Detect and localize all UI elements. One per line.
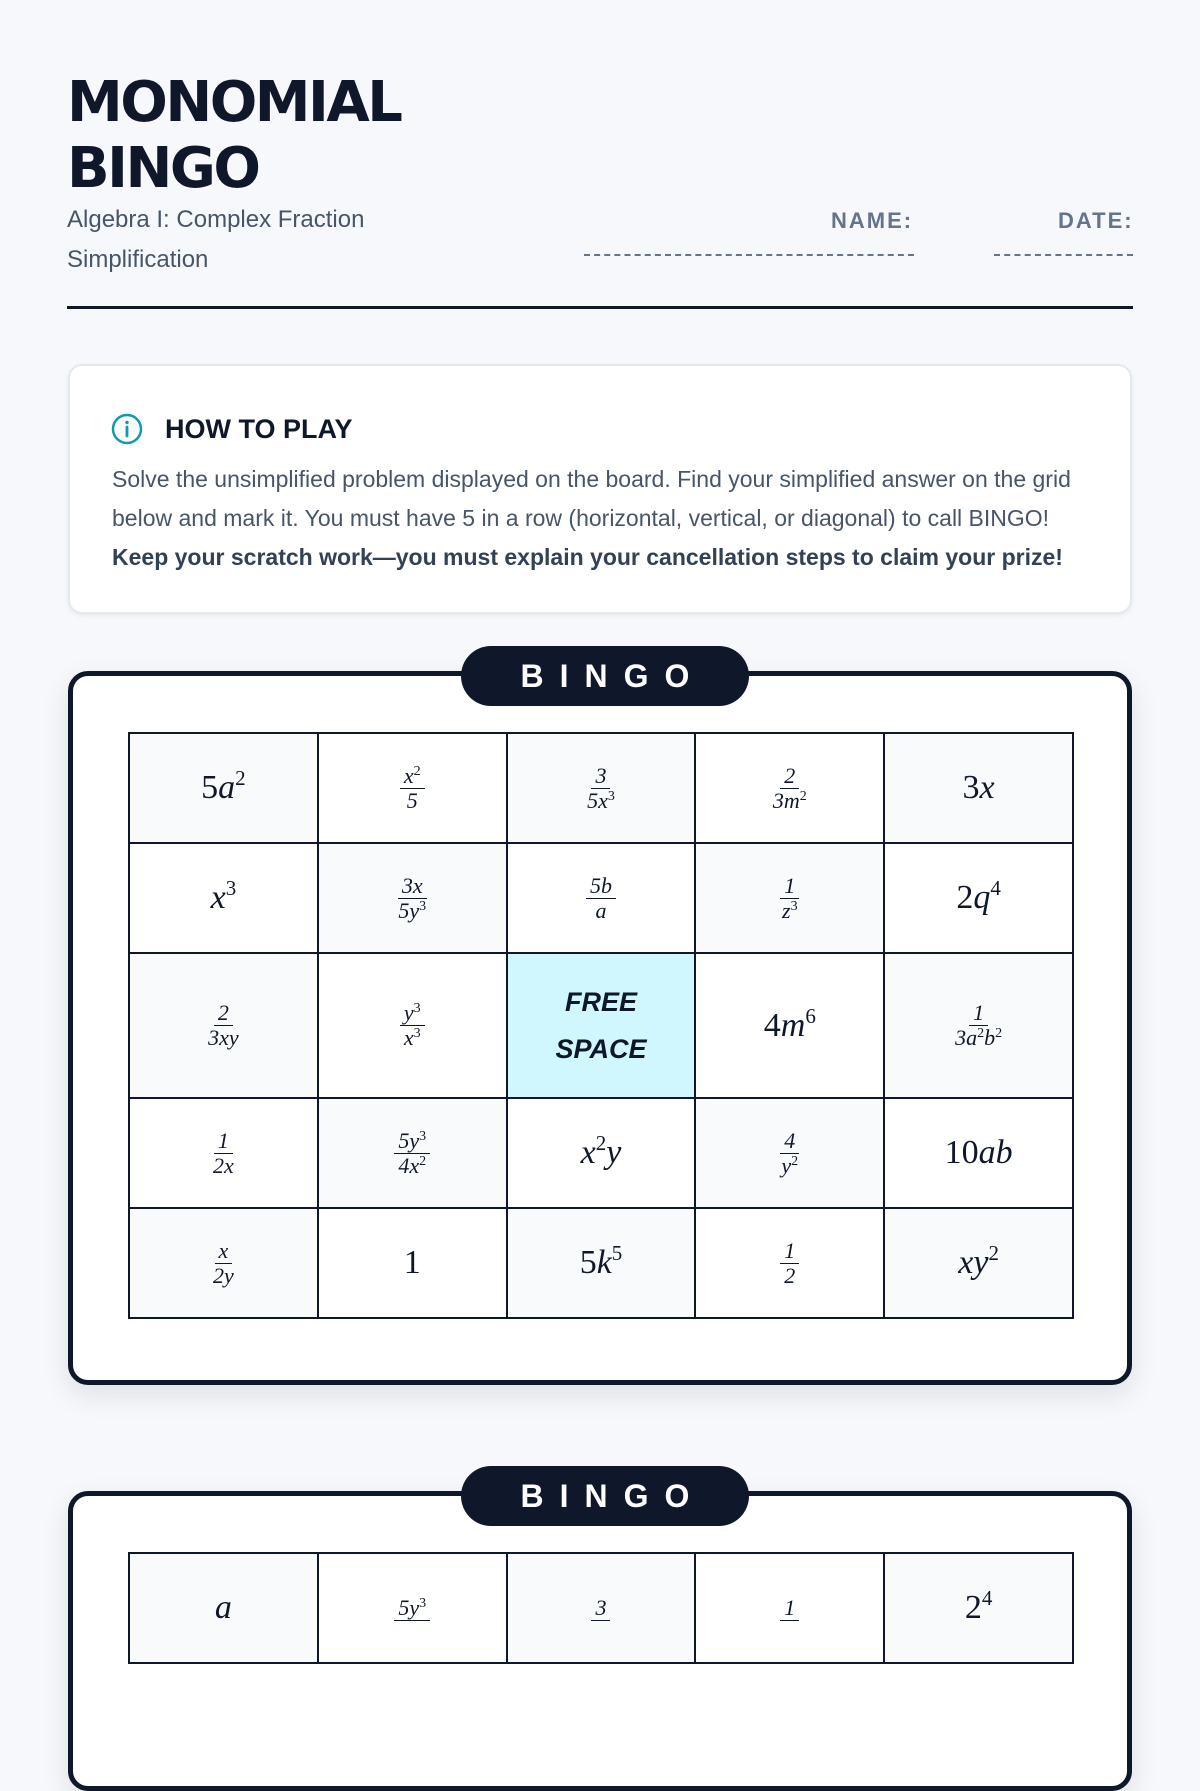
fraction-answer (586, 874, 616, 923)
bingo-cell[interactable] (318, 1553, 507, 1663)
fraction-answer (394, 874, 430, 923)
monomial-answer: 3x (962, 769, 995, 806)
fraction-answer (204, 1001, 243, 1050)
bingo-cell[interactable] (129, 1208, 318, 1318)
monomial-answer: 10ab (944, 1134, 1013, 1171)
bingo-cell[interactable] (695, 1208, 884, 1318)
fraction-answer (394, 1129, 430, 1178)
bingo-cell[interactable] (695, 953, 884, 1098)
fraction-numerator: 3 (591, 1596, 610, 1621)
header-divider (67, 306, 1133, 309)
bingo-cell[interactable] (129, 953, 318, 1098)
bingo-cell[interactable] (695, 1098, 884, 1208)
bingo-cell[interactable] (129, 1098, 318, 1208)
monomial-answer: $x^2y$ (580, 1131, 622, 1171)
bingo-cell[interactable] (695, 1553, 884, 1663)
bingo-cell[interactable] (318, 1208, 507, 1318)
monomial-answer: $x^3$ (210, 876, 237, 916)
bingo-card-title: BINGO (461, 646, 749, 706)
fraction-denominator: 3xy (208, 1025, 239, 1050)
fraction-numerator: $x^2$ (400, 764, 425, 789)
bingo-cell[interactable] (507, 1553, 696, 1663)
bingo-cell[interactable] (129, 1553, 318, 1663)
fraction-answer (951, 1001, 1006, 1050)
monomial-answer: a (214, 1589, 232, 1626)
instructions-text: Solve the unsimplified problem displayed on the board. Find your simplified answer on the grid below and mark it. You must have 5 in a row (horizontal, vertical, or diagonal) to call BINGO! (112, 466, 1071, 531)
fraction-answer (780, 1596, 799, 1621)
fraction-answer (591, 1596, 610, 1621)
fraction-numerator: $5y^3$ (394, 1596, 430, 1621)
monomial-answer: $2^4$ (964, 1586, 993, 1626)
fraction-answer (769, 764, 811, 813)
fraction-numerator: 3x (398, 874, 427, 899)
bingo-grid (128, 1552, 1074, 1664)
bingo-cell[interactable] (507, 733, 696, 843)
info-icon (110, 412, 144, 446)
bingo-row (129, 1553, 1073, 1663)
fraction-denominator: 2x (213, 1152, 234, 1178)
fraction-numerator: 1 (969, 1001, 988, 1026)
bingo-cell[interactable] (507, 953, 696, 1098)
bingo-cell[interactable] (129, 733, 318, 843)
fraction-answer (780, 1239, 799, 1288)
bingo-row (129, 843, 1073, 953)
date-field-line[interactable] (994, 254, 1133, 256)
fraction-numerator: 2 (214, 1001, 233, 1026)
fraction-numerator: 2 (780, 764, 799, 789)
fraction-answer (400, 764, 425, 813)
bingo-cell[interactable] (507, 843, 696, 953)
fraction-denominator: $5x^3$ (587, 787, 615, 813)
fraction-numerator: 5b (586, 874, 616, 899)
fraction-numerator: $5y^3$ (394, 1129, 430, 1154)
name-field-line[interactable] (584, 254, 914, 256)
monomial-answer: $5a^2$ (201, 766, 246, 806)
bingo-cell[interactable] (884, 953, 1073, 1098)
fraction-denominator: $3m^2$ (772, 787, 807, 813)
bingo-row (129, 953, 1073, 1098)
bingo-row (129, 1098, 1073, 1208)
bingo-cell[interactable] (884, 1553, 1073, 1663)
fraction-answer (394, 1596, 430, 1621)
bingo-card (68, 657, 1132, 1385)
bingo-row (129, 733, 1073, 843)
worksheet-title: MONOMIAL BINGO (67, 70, 401, 201)
fraction-denominator: $3a^2b^2$ (955, 1025, 1003, 1050)
fraction-answer (583, 764, 619, 813)
fraction-answer (209, 1129, 238, 1178)
fraction-numerator: 1 (780, 1596, 799, 1621)
fraction-numerator: 4 (780, 1129, 799, 1154)
monomial-answer: $2q^4$ (956, 876, 1001, 916)
fraction-denominator: $5y^3$ (398, 897, 427, 923)
fraction-denominator: 2 (784, 1262, 796, 1288)
date-label: DATE: (1058, 208, 1134, 233)
fraction-denominator: 5 (406, 787, 418, 813)
bingo-row (129, 1208, 1073, 1318)
monomial-answer: $xy^2$ (958, 1241, 999, 1281)
fraction-denominator: $z^3$ (782, 897, 798, 923)
monomial-answer: $5k^5$ (579, 1241, 623, 1281)
worksheet-subtitle: Algebra I: Complex Fraction Simplification (67, 206, 365, 273)
bingo-cell[interactable] (884, 1208, 1073, 1318)
fraction-numerator: 3 (591, 764, 610, 789)
how-to-play-text (112, 460, 1102, 577)
bingo-cell[interactable] (318, 953, 507, 1098)
fraction-numerator: $y^3$ (400, 1001, 425, 1026)
bingo-cell[interactable] (318, 1098, 507, 1208)
bingo-cell[interactable] (507, 1208, 696, 1318)
name-label: NAME: (831, 208, 914, 233)
free-space-label: FREE SPACE (555, 986, 647, 1064)
how-to-play-panel (68, 364, 1132, 614)
monomial-answer: $4m^6$ (763, 1003, 816, 1044)
bingo-grid (128, 732, 1074, 1319)
fraction-answer (400, 1001, 425, 1050)
fraction-numerator: 1 (780, 874, 799, 899)
fraction-numerator: 1 (214, 1129, 233, 1154)
fraction-answer (209, 1239, 238, 1288)
fraction-answer (778, 874, 802, 923)
how-to-play-heading: HOW TO PLAY (165, 414, 353, 444)
monomial-answer: 1 (403, 1244, 421, 1281)
bingo-cell[interactable] (695, 843, 884, 953)
fraction-numerator: x (215, 1239, 233, 1264)
fraction-numerator: 1 (780, 1239, 799, 1264)
instructions-emphasis: Keep your scratch work—you must explain your cancellation steps to claim your prize! (112, 544, 1063, 570)
bingo-cell[interactable] (507, 1098, 696, 1208)
bingo-cell[interactable] (695, 733, 884, 843)
bingo-cell[interactable] (884, 733, 1073, 843)
fraction-denominator: $y^2$ (781, 1152, 799, 1178)
fraction-denominator: 2y (213, 1262, 234, 1288)
bingo-cell[interactable] (129, 843, 318, 953)
bingo-cell[interactable] (884, 843, 1073, 953)
fraction-denominator: $4x^2$ (398, 1152, 427, 1178)
bingo-card-title: BINGO (461, 1466, 749, 1526)
bingo-cell[interactable] (318, 843, 507, 953)
fraction-answer (777, 1129, 802, 1178)
fraction-denominator: $x^3$ (403, 1025, 421, 1050)
fraction-denominator: a (595, 897, 607, 923)
bingo-card (68, 1477, 1132, 1791)
bingo-cell[interactable] (318, 733, 507, 843)
bingo-cell[interactable] (884, 1098, 1073, 1208)
